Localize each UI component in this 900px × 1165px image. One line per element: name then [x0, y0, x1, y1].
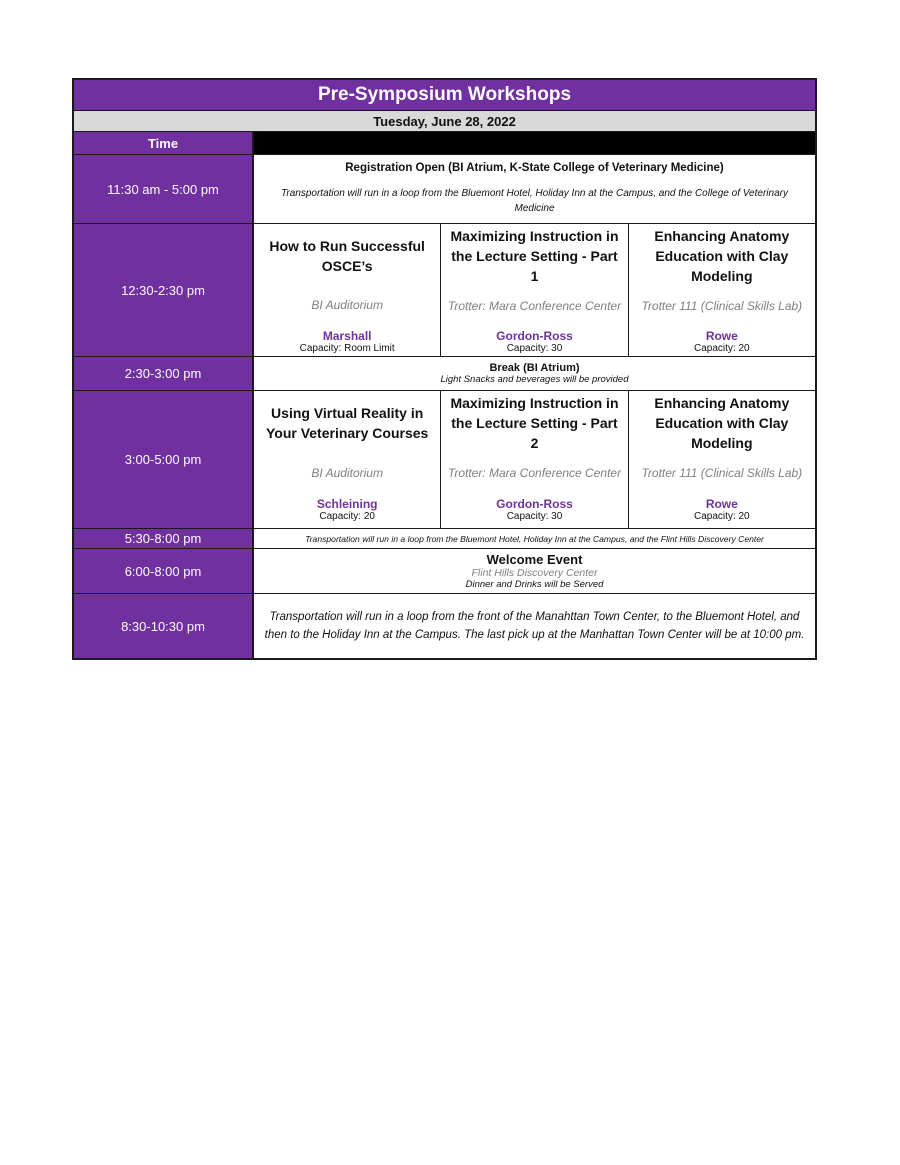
transport-night-cell: [254, 594, 815, 658]
break-cell: [254, 357, 815, 390]
welcome-heading: Welcome Event: [486, 552, 583, 567]
session-location: BI Auditorium: [311, 466, 383, 480]
session-presenter: Gordon-Ross: [496, 329, 573, 343]
session-presenter: Rowe: [705, 329, 738, 343]
session-location: BI Auditorium: [311, 298, 383, 313]
session-cell: [628, 224, 815, 356]
time-cell: 3:00-5:00 pm: [74, 391, 254, 528]
time-cell: 11:30 am - 5:00 pm: [74, 155, 254, 223]
time-cell: 12:30-2:30 pm: [74, 224, 254, 356]
session-location: Trotter: Mara Conference Center: [447, 298, 622, 313]
session-cell: [440, 391, 627, 528]
transport-note: Transportation will run in a loop from the Bluemont Hotel, Holiday Inn at the Campus, and the Flint Hills Discovery Center: [305, 533, 764, 544]
welcome-note: Dinner and Drinks will be Served: [465, 579, 604, 590]
schedule-table: [72, 78, 817, 660]
session-title: Enhancing Anatomy Education with Clay Modeling: [654, 228, 790, 284]
row-break: [74, 357, 815, 391]
session-presenter: Rowe: [705, 497, 738, 511]
time-cell: 5:30-8:00 pm: [74, 529, 254, 548]
schedule-date: Tuesday, June 28, 2022: [74, 111, 815, 132]
session-cell: [628, 391, 815, 528]
time-column-header: Time: [74, 132, 254, 154]
session-columns: [254, 391, 815, 528]
transport-night-note: Transportation will run in a loop from the front of the Manahttan Town Center, to the Bluemont Hotel, and then to the Holiday Inn at the Campus. The last pick up at the Manhattan Town Center will be at 10:00 pm.: [264, 611, 805, 641]
time-cell: 8:30-10:30 pm: [74, 594, 254, 658]
session-capacity: Capacity: 20: [319, 511, 375, 522]
row-session-1: [74, 224, 815, 357]
schedule-title: Pre-Symposium Workshops: [74, 80, 815, 111]
session-capacity: Capacity: 20: [694, 343, 750, 354]
break-heading: Break (BI Atrium): [489, 362, 580, 374]
session-location: Trotter 111 (Clinical Skills Lab): [641, 466, 803, 480]
time-cell: 6:00-8:00 pm: [74, 549, 254, 593]
welcome-cell: [254, 549, 815, 593]
row-registration: [74, 155, 815, 224]
session-title: Enhancing Anatomy Education with Clay Modeling: [654, 395, 790, 451]
session-title: How to Run Successful OSCE’s: [269, 237, 425, 274]
transport-cell: [254, 529, 815, 548]
session-cell: [254, 391, 440, 528]
session-presenter: Marshall: [322, 329, 372, 343]
session-columns: [254, 224, 815, 356]
registration-cell: [254, 155, 815, 223]
session-location: Trotter 111 (Clinical Skills Lab): [641, 298, 803, 313]
session-capacity: Capacity: Room Limit: [299, 343, 395, 354]
session-presenter: Schleining: [316, 497, 378, 511]
registration-note: Transportation will run in a loop from the Bluemont Hotel, Holiday Inn at the Campus, and the College of Veterinary Medicine: [281, 188, 788, 214]
registration-heading: Registration Open (BI Atrium, K-State College of Veterinary Medicine): [345, 162, 724, 174]
session-capacity: Capacity: 30: [506, 343, 563, 354]
break-note: Light Snacks and beverages will be provided: [440, 374, 629, 385]
session-title: Maximizing Instruction in the Lecture Setting - Part 1: [450, 228, 619, 284]
row-welcome: [74, 549, 815, 594]
row-session-2: [74, 391, 815, 529]
row-transport-night: [74, 594, 815, 658]
time-cell: 2:30-3:00 pm: [74, 357, 254, 390]
session-cell: [254, 224, 440, 356]
header-row: [74, 132, 815, 155]
session-capacity: Capacity: 20: [694, 511, 750, 522]
session-presenter: Gordon-Ross: [496, 497, 573, 511]
session-location: Trotter: Mara Conference Center: [447, 466, 622, 480]
welcome-location: Flint Hills Discovery Center: [471, 567, 598, 579]
row-transport-evening: [74, 529, 815, 549]
session-title: Using Virtual Reality in Your Veterinary Courses: [265, 405, 429, 441]
session-cell: [440, 224, 627, 356]
header-fill: [254, 132, 815, 154]
session-title: Maximizing Instruction in the Lecture Setting - Part 2: [450, 395, 619, 451]
session-capacity: Capacity: 30: [506, 511, 563, 522]
